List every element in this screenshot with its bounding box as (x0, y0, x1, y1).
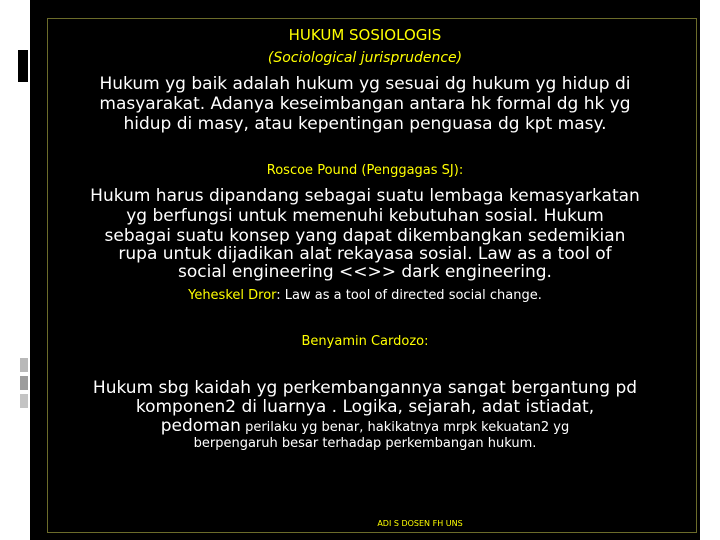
paragraph3-line3-small: perilaku yg benar, hakikatnya mrpk kekuatan2 yg (240, 420, 570, 435)
deco-bar-gray-3 (20, 394, 28, 408)
deco-bar-black-top (18, 50, 28, 82)
yeheskel-dror-name: Yeheskel Dror (188, 288, 277, 303)
paragraph3-line3 (30, 416, 700, 436)
deco-bar-gray-1 (20, 358, 28, 372)
paragraph3-line1: Hukum sbg kaidah yg perkembangannya sangat bergantung pd (92, 378, 638, 398)
paragraph3-line3-big: pedoman (160, 416, 241, 436)
slide-footer: ADI S DOSEN FH UNS (377, 519, 463, 528)
deco-bar-gray-2 (20, 376, 28, 390)
paragraph2-line4: rupa untuk dijadikan alat rekayasa sosial. Law as a tool of (118, 244, 612, 264)
paragraph1-line3: hidup di masy, atau kepentingan penguasa dg kpt masy. (123, 114, 607, 134)
roscoe-pound-heading: Roscoe Pound (Penggagas SJ): (266, 163, 464, 178)
paragraph2-line1: Hukum harus dipandang sebagai suatu lembaga kemasyarkatan (90, 186, 640, 206)
slide-title: HUKUM SOSIOLOGIS (288, 26, 442, 44)
paragraph1-line2: masyarakat. Adanya keseimbangan antara hk formal dg hk yg (99, 94, 631, 114)
slide-subtitle: (Sociological jurisprudence) (267, 50, 463, 66)
paragraph1-line1: Hukum yg baik adalah hukum yg sesuai dg hukum yg hidup di (99, 74, 631, 94)
yeheskel-dror-text: : Law as a tool of directed social change. (276, 288, 542, 303)
cardozo-heading: Benyamin Cardozo: (301, 334, 429, 349)
paragraph2-line3: sebagai suatu konsep yang dapat dikembangkan sedemikian (104, 226, 626, 246)
yeheskel-dror-line (30, 288, 700, 303)
paragraph3-line2: komponen2 di luarnya . Logika, sejarah, adat istiadat, (135, 397, 595, 417)
paragraph3-line4: berpengaruh besar terhadap perkembangan hukum. (193, 436, 537, 451)
paragraph2-line2: yg berfungsi untuk memenuhi kebutuhan sosial. Hukum (126, 206, 604, 226)
paragraph2-line5: social engineering <<>> dark engineering. (178, 262, 552, 282)
